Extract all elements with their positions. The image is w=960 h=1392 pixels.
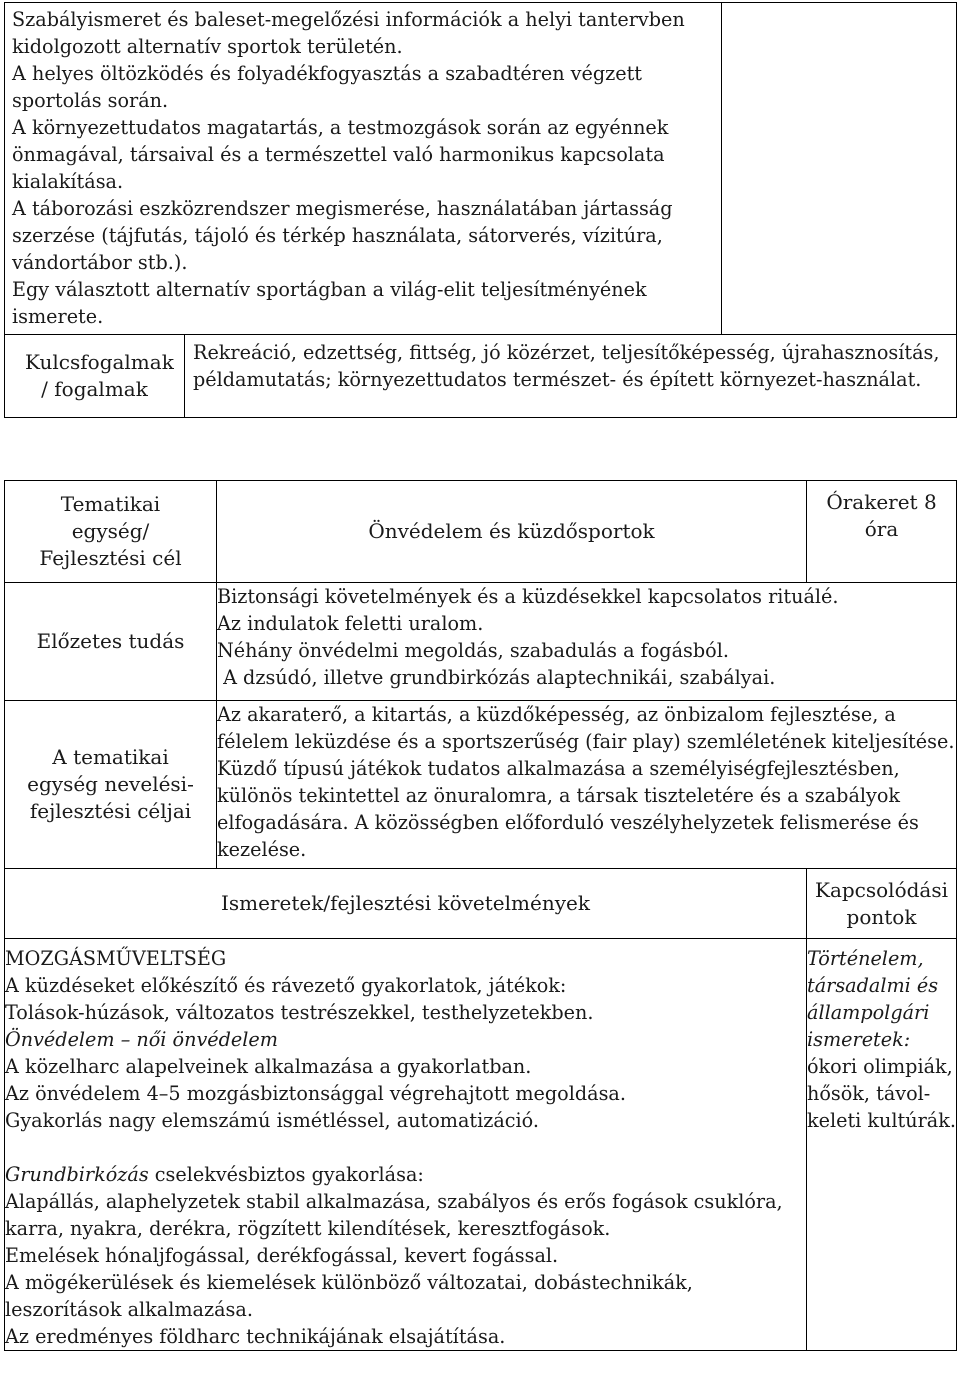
elozetes-tudas-label: Előzetes tudás [5, 583, 217, 701]
elozetes-tudas-text [217, 583, 957, 701]
kapcsolodasi-subject: Történelem, társadalmi és állampolgári ismeretek: [807, 947, 939, 1051]
ismeretek-text [5, 939, 807, 1351]
grundbirkozas-rest: cselekvésbiztos gyakorlása: [148, 1163, 424, 1186]
kulcsfogalmak-label: Kulcsfogalmak / fogalmak [5, 335, 185, 418]
ismeret-line: Gyakorlás nagy elemszámú ismétléssel, automatizáció. [5, 1109, 539, 1132]
kulcsfogalmak-text: Rekreáció, edzettség, fittség, jó közérzet, teljesítőképesség, újrahasznosítás, példamutatás; környezettudatos természet- és épített környezet-használat. [185, 335, 957, 418]
ismeret-line: Emelések hónaljfogással, derékfogással, kevert fogással. [5, 1244, 559, 1267]
objective-paragraph: Szabályismeret és baleset-megelőzési információk a helyi tantervben kidolgozott alternatív sportok területén. [12, 8, 685, 58]
celok-text: Az akaraterő, a kitartás, a küzdőképesség, az önbizalom fejlesztése, a félelem leküzdése és a sportszerűség (fair play) szemléletének kiteljesítése. Küzdő típusú játékok tudatos alkalmazása a személyiségfejlesztésben, különös tekintettel az önuralomra, a társak tiszteletére és a szabályok elfogadására. A közösségben előforduló veszélyhelyzetek felismerése és kezelése. [217, 701, 957, 869]
grundbirkozas-word: Grundbirkózás [5, 1163, 149, 1186]
orakeret: Órakeret 8 óra [807, 481, 957, 583]
celok-label: A tematikai egység nevelési-fejlesztési céljai [5, 701, 217, 869]
ismeret-line: A mögékerülések és kiemelések különböző változatai, dobástechnikák, leszorítások alkalmazása. [5, 1271, 693, 1321]
elozetes-line: A dzsúdó, illetve grundbirkózás alaptechnikái, szabályai. [217, 666, 776, 689]
elozetes-line: Biztonsági követelmények és a küzdésekkel kapcsolatos rituálé. [217, 585, 839, 608]
ismeret-line: Alapállás, alaphelyzetek stabil alkalmazása, szabályos és erős fogások csuklóra, karra, nyakra, derékra, rögzített kilendítések, keresztfogások. [5, 1190, 783, 1240]
objective-paragraph: Egy választott alternatív sportágban a világ-elit teljesítményének ismerete. [12, 278, 647, 328]
objectives-text-cell [5, 3, 722, 335]
empty-cell [722, 3, 957, 335]
ismeret-line: Az eredményes földharc technikájának elsajátítása. [5, 1325, 506, 1348]
ismeret-subheading: Önvédelem – női önvédelem [5, 1028, 278, 1051]
elozetes-line: Az indulatok feletti uralom. [217, 612, 484, 635]
kapcsolodasi-label: Kapcsolódási pontok [807, 869, 957, 939]
ismeretek-label: Ismeretek/fejlesztési követelmények [5, 869, 807, 939]
tematikai-egyseg-label: Tematikai egység/ Fejlesztési cél [5, 481, 217, 583]
objective-paragraph: A táborozási eszközrendszer megismerése, használatában jártasság szerzése (tájfutás, tájoló és térkép használata, sátorverés, vízitúra, vándortábor stb.). [12, 197, 673, 274]
ismeret-line: Az önvédelem 4–5 mozgásbiztonsággal végrehajtott megoldása. [5, 1082, 626, 1105]
mozgasmuveltseg-heading: MOZGÁSMŰVELTSÉG [5, 947, 227, 970]
ismeret-line: A közelharc alapelveinek alkalmazása a gyakorlatban. [5, 1055, 532, 1078]
objectives-table [4, 2, 957, 418]
elozetes-line: Néhány önvédelmi megoldás, szabadulás a fogásból. [217, 639, 729, 662]
objective-paragraph: A környezettudatos magatartás, a testmozgások során az egyénnek önmagával, társaival és a természettel való harmonikus kapcsolata kialakítása. [12, 116, 669, 193]
objective-paragraph: A helyes öltözködés és folyadékfogyasztás a szabadtéren végzett sportolás során. [12, 62, 643, 112]
ismeret-line: Tolások-húzások, változatos testrészekkel, testhelyzetekben. [5, 1001, 594, 1024]
kapcsolodasi-rest: ókori olimpiák, hősök, távol-keleti kultúrák. [807, 1055, 956, 1132]
kapcsolodasi-text [807, 939, 957, 1351]
ismeret-line: A küzdéseket előkészítő és rávezető gyakorlatok, játékok: [5, 974, 567, 997]
thematic-unit-table [4, 480, 957, 1351]
unit-title: Önvédelem és küzdősportok [217, 481, 807, 583]
grundbirkozas-heading [5, 1161, 806, 1188]
spacer [5, 1134, 806, 1161]
